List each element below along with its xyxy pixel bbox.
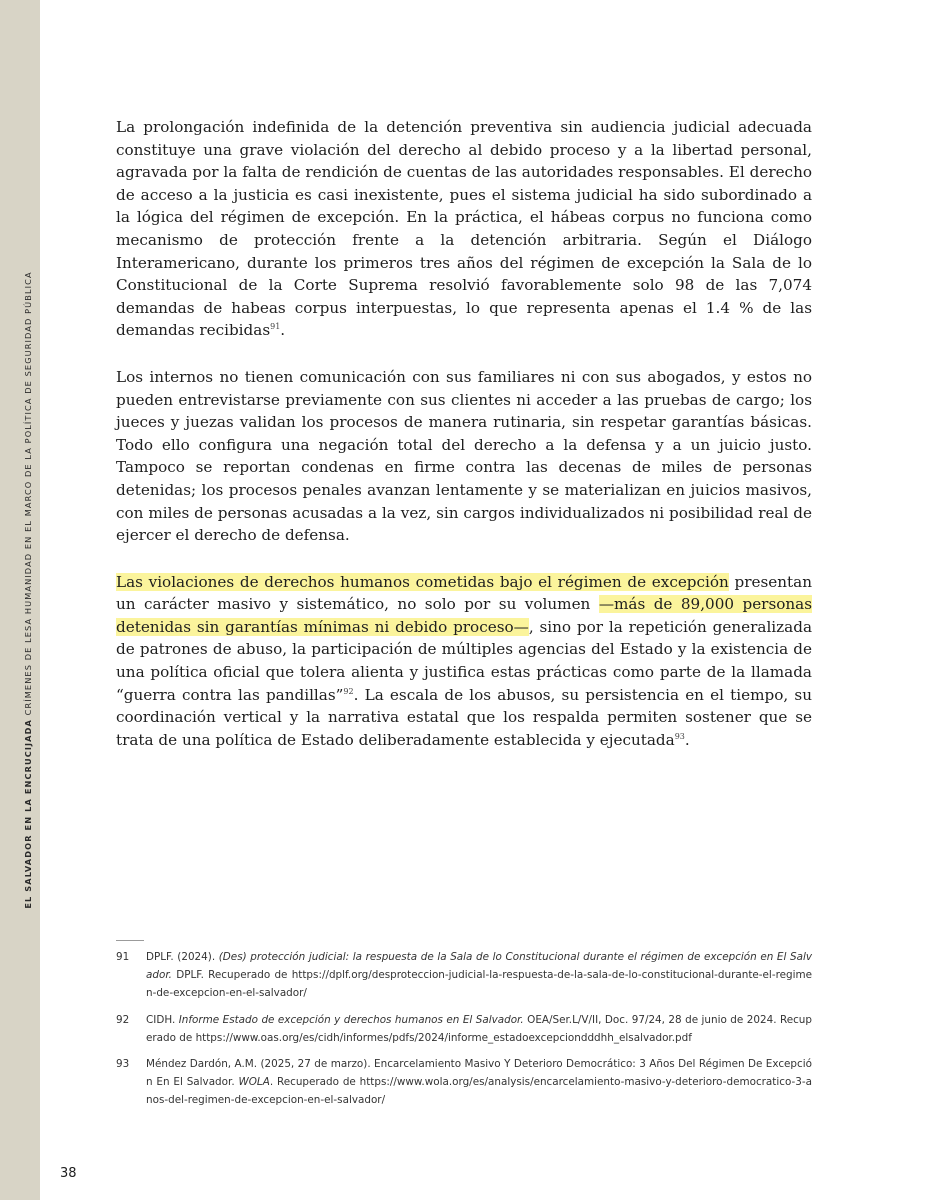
footnote-number: 91 xyxy=(116,951,130,963)
footnote-number: 92 xyxy=(116,1013,130,1026)
footnote-ref-93: 93 xyxy=(674,731,685,741)
running-header xyxy=(23,271,33,908)
footnote-body xyxy=(146,948,812,1003)
paragraph-3-text-a: presentan un carácter masivo y sistemático, no solo por su volumen xyxy=(116,572,812,614)
paragraph-2 xyxy=(116,366,812,547)
footnotes xyxy=(116,948,812,1118)
footnote-source: DPLF. Recuperado de https://dplf.org/desproteccion-judicial-la-respuesta-de-la-sala-de-lo-constitucional-durante-el-regimen-de-excepcion-en-el-salvador/ xyxy=(146,969,812,1000)
footnote-title: (Des) protección judicial: la respuesta de la Sala de lo Constitucional durante el régimen de excepción en El Salvador. xyxy=(146,951,812,982)
footnote-text: DPLF. (2024). xyxy=(146,951,219,963)
side-strip xyxy=(0,0,40,1200)
footnote-title: Informe Estado de excepción y derechos humanos en El Salvador. xyxy=(178,1013,524,1026)
paragraph-1-text: La prolongación indefinida de la detención preventiva sin audiencia judicial adecuada constituye una grave violación del derecho al debido proceso y a la libertad personal, agravada por la falta de rendición de cuentas de las autoridades responsables. El derecho de acceso a la justicia es casi inexistente, pues el sistema judicial ha sido subordinado a la lógica del régimen de excepción. En la práctica, el hábeas corpus no funciona como mecanismo de protección frente a la detención arbitraria. Según el Diálogo Interamericano, durante los primeros tres años del régimen de excepción la Sala de lo Constitucional de la Corte Suprema resolvió favorablemente solo 98 de las 7,074 demandas de habeas corpus interpuestas, lo que representa apenas el 1.4 % de las demandas recibidas xyxy=(116,118,812,340)
footnote-divider xyxy=(116,940,144,941)
page-number: 38 xyxy=(60,1166,77,1181)
paragraph-3-text-b: , sino por la repetición generalizada de patrones de abuso, la participación de múltiples agencias del Estado y la existencia de una política oficial que tolera alienta y justifica estas prácticas como parte de la llamada “guerra contra las pandillas” xyxy=(116,617,812,704)
footnote-source: . Recuperado de https://www.wola.org/es/analysis/encarcelamiento-masivo-y-deterioro-democratico-3-anos-del-regimen-de-excepcion-en-el-salvador/ xyxy=(146,1076,812,1107)
footnote-body xyxy=(146,1011,812,1047)
footnote-body xyxy=(146,1055,812,1110)
footnote-ref-91: 91 xyxy=(270,322,281,332)
footnote-number: 93 xyxy=(116,1058,130,1071)
paragraph-2-text: Los internos no tienen comunicación con sus familiares ni con sus abogados, y estos no pueden entrevistarse previamente con sus clientes ni acceder a las pruebas de cargo; los jueces y juezas validan los procesos de manera rutinaria, sin respetar garantías básicas. Todo ello configura una negación total del derecho a la defensa y a un juicio justo. Tampoco se reportan condenas en firme contra las decenas de miles de personas detenidas; los procesos penales avanzan lentamente y se materializan en juicios masivos, con miles de personas acusadas a la vez, sin cargos individualizados ni posibilidad real de ejercer el derecho de defensa. xyxy=(116,367,812,545)
paragraph-3-end: . xyxy=(684,730,690,749)
footnote-source: OEA/Ser.L/V/II, Doc. 97/24, 28 de junio de 2024. Recuperado de https://www.oas.org/es/cidh/informes/pdfs/2024/informe_estadoexcepciondddhh_elsalvador.pdf xyxy=(146,1013,812,1044)
footnote-91 xyxy=(116,948,812,1003)
footnote-text: CIDH. xyxy=(146,1013,179,1026)
footnote-title: WOLA xyxy=(238,1076,270,1089)
highlight-2: —más de 89,000 personas detenidas sin garantías mínimas ni debido proceso— xyxy=(116,595,813,636)
footnote-93 xyxy=(116,1055,812,1110)
running-header-subtitle: CRÍMENES DE LESA HUMANIDAD EN EL MARCO DE LA POLÍTICA DE SEGURIDAD PÚBLICA xyxy=(23,271,33,716)
running-header-bold: EL SALVADOR EN LA ENCRUCIJADA xyxy=(23,719,33,909)
highlight-1: Las violaciones de derechos humanos cometidas bajo el régimen de excepción xyxy=(116,572,729,591)
footnote-text: Méndez Dardón, A.M. (2025, 27 de marzo). Encarcelamiento Masivo Y Deterioro Democrático: 3 Años Del Régimen De Excepción En El Salvador. xyxy=(146,1058,812,1089)
footnote-92 xyxy=(116,1011,812,1047)
body-text xyxy=(116,116,812,775)
paragraph-1 xyxy=(116,116,812,342)
footnote-ref-92: 92 xyxy=(343,686,354,696)
paragraph-1-end: . xyxy=(280,321,286,340)
paragraph-3-text-c: . La escala de los abusos, su persistencia en el tiempo, su coordinación vertical y la narrativa estatal que los respalda permiten sostener que se trata de una política de Estado deliberadamente establecida y ejecutada xyxy=(116,685,812,749)
paragraph-3 xyxy=(116,571,812,752)
